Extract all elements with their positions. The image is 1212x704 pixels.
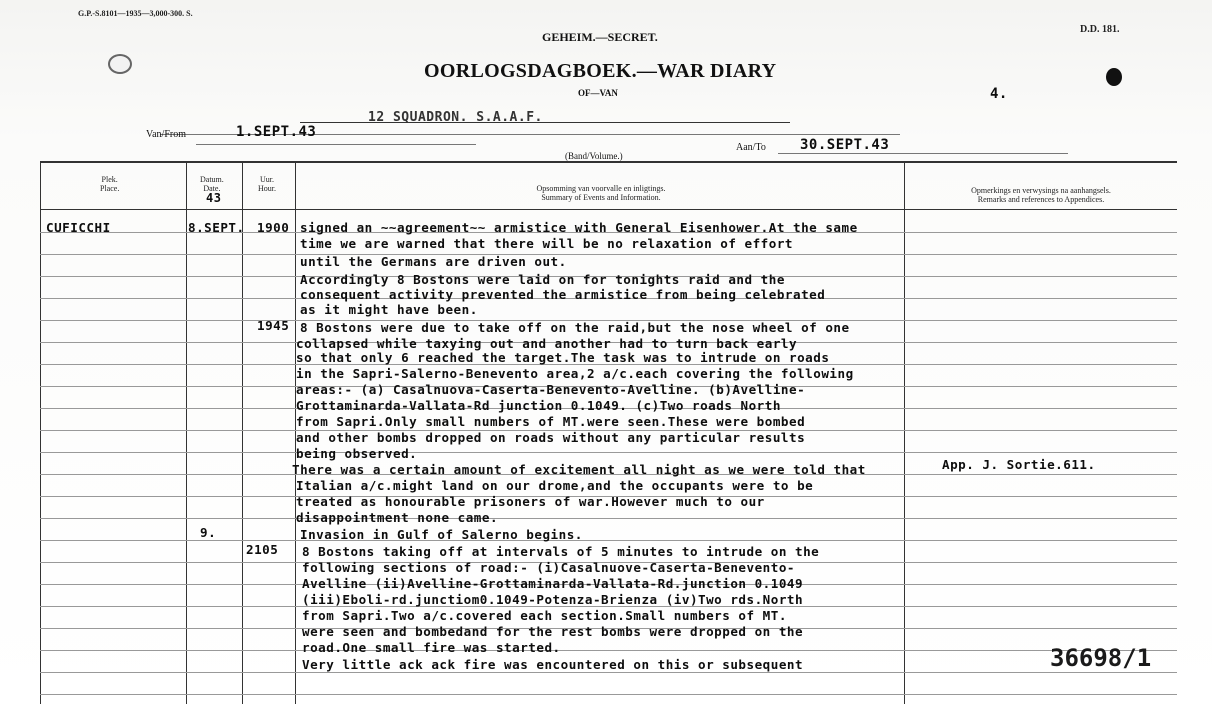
from-line <box>196 144 476 145</box>
summary-line: so that only 6 reached the target.The task was to intrude on roads <box>296 350 830 365</box>
summary-line: until the Germans are driven out. <box>300 254 567 269</box>
print-code: G.P.-S.8101—1935—3,000-300. S. <box>78 9 193 18</box>
volume-label: (Band/Volume.) <box>565 151 623 161</box>
unit-name: 12 SQUADRON. S.A.A.F. <box>368 110 543 125</box>
summary-line: signed an ~~agreement~~ armistice with General Eisenhower.At the same <box>300 220 858 235</box>
time-entry-1: 1900 <box>257 220 290 235</box>
date-entry-2: 9. <box>200 525 217 540</box>
date-entry-1: 8.SEPT. <box>188 220 245 235</box>
archive-stamp: 36698/1 <box>1050 644 1152 672</box>
summary-line: following sections of road:- (i)Casalnuove-Caserta-Benevento- <box>302 560 796 575</box>
classification: GEHEIM.—SECRET. <box>542 30 658 44</box>
col-header-hour: Uur. Hour. <box>258 175 276 193</box>
summary-line: from Sapri.Two a/c.covered each section.Small numbers of MT. <box>302 608 787 623</box>
col-border-date <box>242 161 243 704</box>
header-bottom-border <box>40 209 1177 210</box>
summary-line: from Sapri.Only small numbers of MT.were seen.These were bombed <box>296 414 806 429</box>
punch-hole-left <box>108 54 132 74</box>
summary-line: Grottaminarda-Vallata-Rd junction 0.1049. (c)Two roads North <box>296 398 781 413</box>
col-border-place <box>186 161 187 704</box>
place-entry: CUFICCHI <box>46 220 111 235</box>
date-year: 43 <box>206 191 222 205</box>
summary-line: Very little ack ack fire was encountered on this or subsequent <box>302 657 804 672</box>
punch-hole-right <box>1106 68 1122 86</box>
summary-line: Italian a/c.might land on our drome,and the occupants were to be <box>296 478 814 493</box>
summary-line: collapsed while taxying out and another had to turn back early <box>296 336 798 351</box>
from-value: 1.SEPT.43 <box>236 124 317 140</box>
to-label: Aan/To <box>736 142 766 153</box>
summary-line: in the Sapri-Salerno-Benevento area,2 a/c.each covering the following <box>296 366 854 381</box>
summary-line: consequent activity prevented the armistice from being celebrated <box>300 287 826 302</box>
summary-line: being observed. <box>296 446 418 461</box>
summary-line: Avelline (ii)Avelline-Grottaminarda-Vallata-Rd.junction 0.1049 <box>302 576 804 591</box>
table-top-border <box>40 161 1177 163</box>
summary-line: were seen and bombedand for the rest bombs were dropped on the <box>302 624 804 639</box>
summary-line: Invasion in Gulf of Salerno begins. <box>300 527 583 542</box>
appendix-remark: App. J. Sortie.611. <box>942 457 1096 472</box>
to-line <box>778 153 1068 154</box>
summary-line: areas:- (a) Casalnuova-Caserta-Benevento-Avelline. (b)Avelline- <box>296 382 806 397</box>
col-header-place: Plek. Place. <box>100 175 120 193</box>
to-value: 30.SEPT.43 <box>800 137 890 153</box>
col-header-date: Datum. Date. <box>200 175 224 193</box>
summary-line: as it might have been. <box>300 302 478 317</box>
summary-line: disappointment none came. <box>296 510 499 525</box>
summary-line: treated as honourable prisoners of war.However much to our <box>296 494 765 509</box>
col-header-summary: Opsomming van voorvalle en inligtings. Summary of Events and Information. <box>536 184 666 202</box>
summary-line: 8 Bostons were due to take off on the raid,but the nose wheel of one <box>300 320 850 335</box>
col-border-summary <box>904 161 905 704</box>
summary-line: There was a certain amount of excitement all night as we were told that <box>292 462 866 477</box>
from-label: Van/From <box>146 129 186 140</box>
summary-line: Accordingly 8 Bostons were laid on for tonights raid and the <box>300 272 785 287</box>
summary-line: 8 Bostons taking off at intervals of 5 minutes to intrude on the <box>302 544 820 559</box>
col-header-remarks: Opmerkings en verwysings na aanhangsels. Remarks and references to Appendices. <box>971 186 1111 204</box>
time-entry-3: 2105 <box>246 542 279 557</box>
unit-line <box>300 122 790 123</box>
col-border-left <box>40 161 41 704</box>
summary-line: and other bombs dropped on roads without any particular results <box>296 430 806 445</box>
of-van-label: OF—VAN <box>578 88 618 98</box>
time-entry-2: 1945 <box>257 318 290 333</box>
summary-line: (iii)Eboli-rd.junctiom0.1049-Potenza-Brienza (iv)Two rds.North <box>302 592 804 607</box>
page-number: 4. <box>990 86 1008 102</box>
form-ref: D.D. 181. <box>1080 24 1120 35</box>
summary-line: road.One small fire was started. <box>302 640 561 655</box>
summary-line: time we are warned that there will be no relaxation of effort <box>300 236 794 251</box>
page-title: OORLOGSDAGBOEK.—WAR DIARY <box>424 60 777 82</box>
